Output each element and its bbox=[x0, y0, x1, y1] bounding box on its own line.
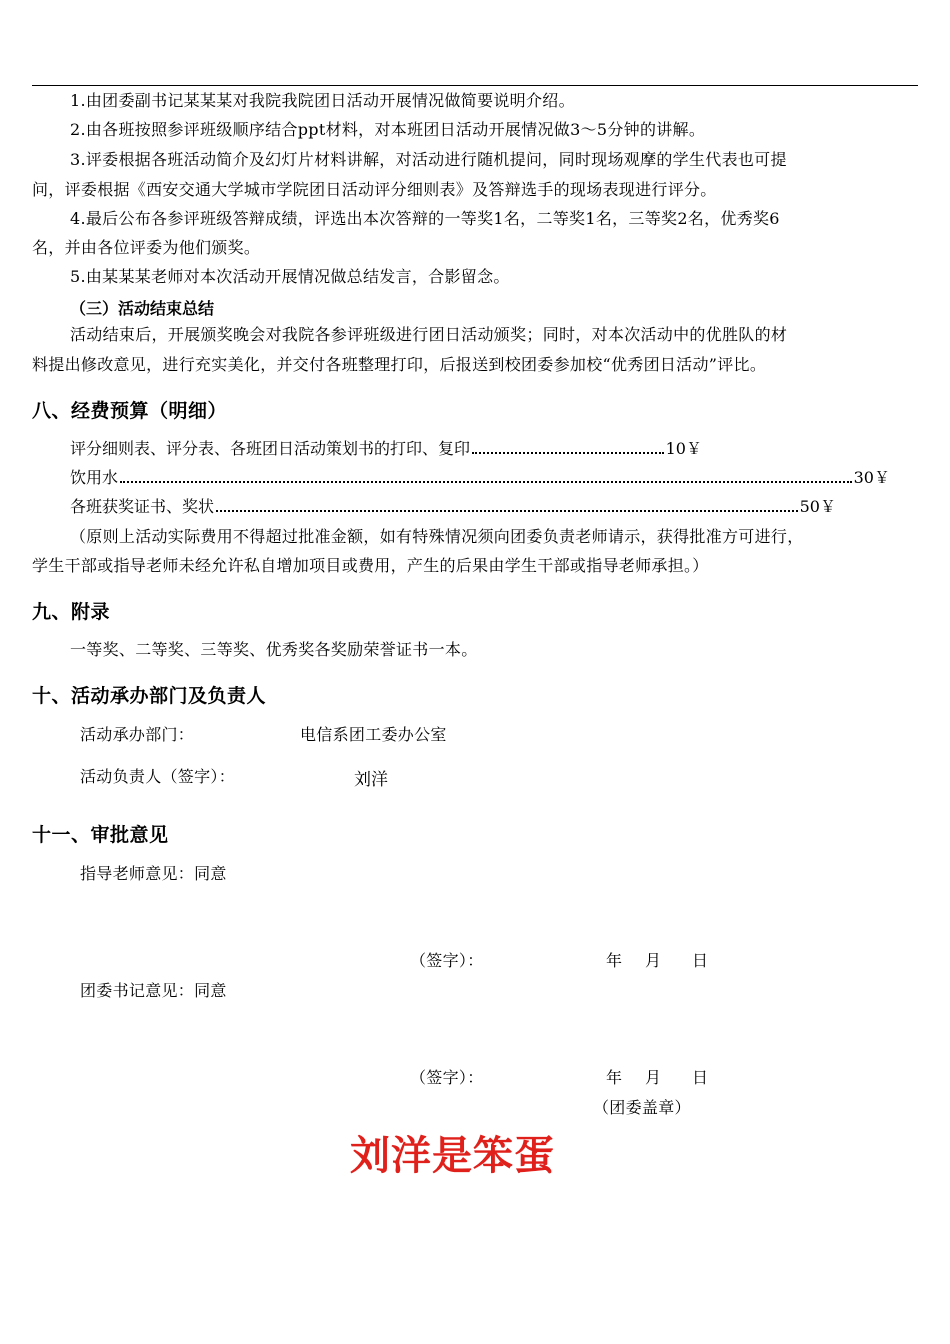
budget-item-printing bbox=[70, 439, 702, 459]
budget-item-amount: 10￥ bbox=[665, 439, 702, 458]
summary-line-1: 活动结束后，开展颁奖晚会对我院各参评班级进行团日活动颁奖；同时，对本次活动中的优胜队的材 bbox=[70, 325, 788, 344]
red-stamp-text: 刘洋是笨蛋 bbox=[350, 1133, 555, 1179]
person-label: 活动负责人（签字）： bbox=[80, 767, 236, 786]
teacher-sign-day: 日 bbox=[692, 951, 709, 970]
budget-heading: 八、经费预算（明细） bbox=[32, 400, 228, 422]
procedure-item-2: 2.由各班按照参评班级顺序结合ppt材料，对本班团日活动开展情况做3～5分钟的讲解。 bbox=[70, 120, 706, 139]
procedure-item-4-cont: 名，并由各位评委为他们颁奖。 bbox=[32, 238, 261, 257]
budget-item-certificates bbox=[70, 497, 836, 517]
dept-value: 电信系团工委办公室 bbox=[300, 725, 447, 744]
teacher-sign-label: （签字）： bbox=[410, 951, 484, 970]
leader-dots bbox=[120, 481, 852, 483]
seal-note: （团委盖章） bbox=[593, 1098, 691, 1117]
summary-title: （三）活动结束总结 bbox=[70, 299, 215, 318]
secretary-opinion: 团委书记意见：同意 bbox=[80, 981, 227, 1000]
budget-item-label: 饮用水 bbox=[70, 468, 119, 487]
budget-item-water bbox=[70, 468, 890, 488]
budget-item-amount: 30￥ bbox=[853, 468, 890, 487]
procedure-item-1: 1.由团委副书记某某某对我院我院团日活动开展情况做简要说明介绍。 bbox=[70, 91, 575, 110]
teacher-opinion: 指导老师意见：同意 bbox=[80, 864, 227, 883]
secretary-sign-month: 月 bbox=[645, 1068, 662, 1087]
organizer-heading: 十、活动承办部门及负责人 bbox=[32, 685, 267, 707]
budget-item-label: 评分细则表、评分表、各班团日活动策划书的打印、复印 bbox=[70, 439, 471, 458]
budget-item-amount: 50￥ bbox=[799, 497, 836, 516]
procedure-item-3: 3.评委根据各班活动简介及幻灯片材料讲解，对活动进行随机提问，同时现场观摩的学生代表也可提 bbox=[70, 150, 787, 169]
leader-dots bbox=[216, 510, 798, 512]
secretary-sign-label: （签字）： bbox=[410, 1068, 484, 1087]
approval-heading: 十一、审批意见 bbox=[32, 824, 169, 846]
procedure-item-4: 4.最后公布各参评班级答辩成绩，评选出本次答辩的一等奖1名，二等奖1名，三等奖2名，优秀奖6 bbox=[70, 209, 780, 228]
secretary-sign-day: 日 bbox=[692, 1068, 709, 1087]
procedure-item-3-cont: 问，评委根据《西安交通大学城市学院团日活动评分细则表》及答辩选手的现场表现进行评分。 bbox=[32, 180, 717, 199]
person-signature: 刘洋 bbox=[354, 770, 388, 790]
secretary-sign-year: 年 bbox=[606, 1068, 623, 1087]
top-rule bbox=[32, 85, 918, 86]
procedure-item-5: 5.由某某某老师对本次活动开展情况做总结发言，合影留念。 bbox=[70, 267, 510, 286]
appendix-heading: 九、附录 bbox=[32, 601, 111, 623]
appendix-text: 一等奖、二等奖、三等奖、优秀奖各奖励荣誉证书一本。 bbox=[70, 640, 478, 659]
budget-item-label: 各班获奖证书、奖状 bbox=[70, 497, 215, 516]
summary-line-2: 料提出修改意见，进行充实美化，并交付各班整理打印，后报送到校团委参加校“优秀团日活动”评比。 bbox=[32, 355, 767, 374]
budget-note-line-2: 学生干部或指导老师未经允许私自增加项目或费用，产生的后果由学生干部或指导老师承担。） bbox=[32, 556, 709, 575]
leader-dots bbox=[472, 452, 664, 454]
budget-note-line-1: （原则上活动实际费用不得超过批准金额，如有特殊情况须向团委负责老师请示，获得批准方可进行， bbox=[70, 527, 804, 546]
teacher-sign-month: 月 bbox=[645, 951, 662, 970]
dept-label: 活动承办部门： bbox=[80, 725, 195, 744]
teacher-sign-year: 年 bbox=[606, 951, 623, 970]
